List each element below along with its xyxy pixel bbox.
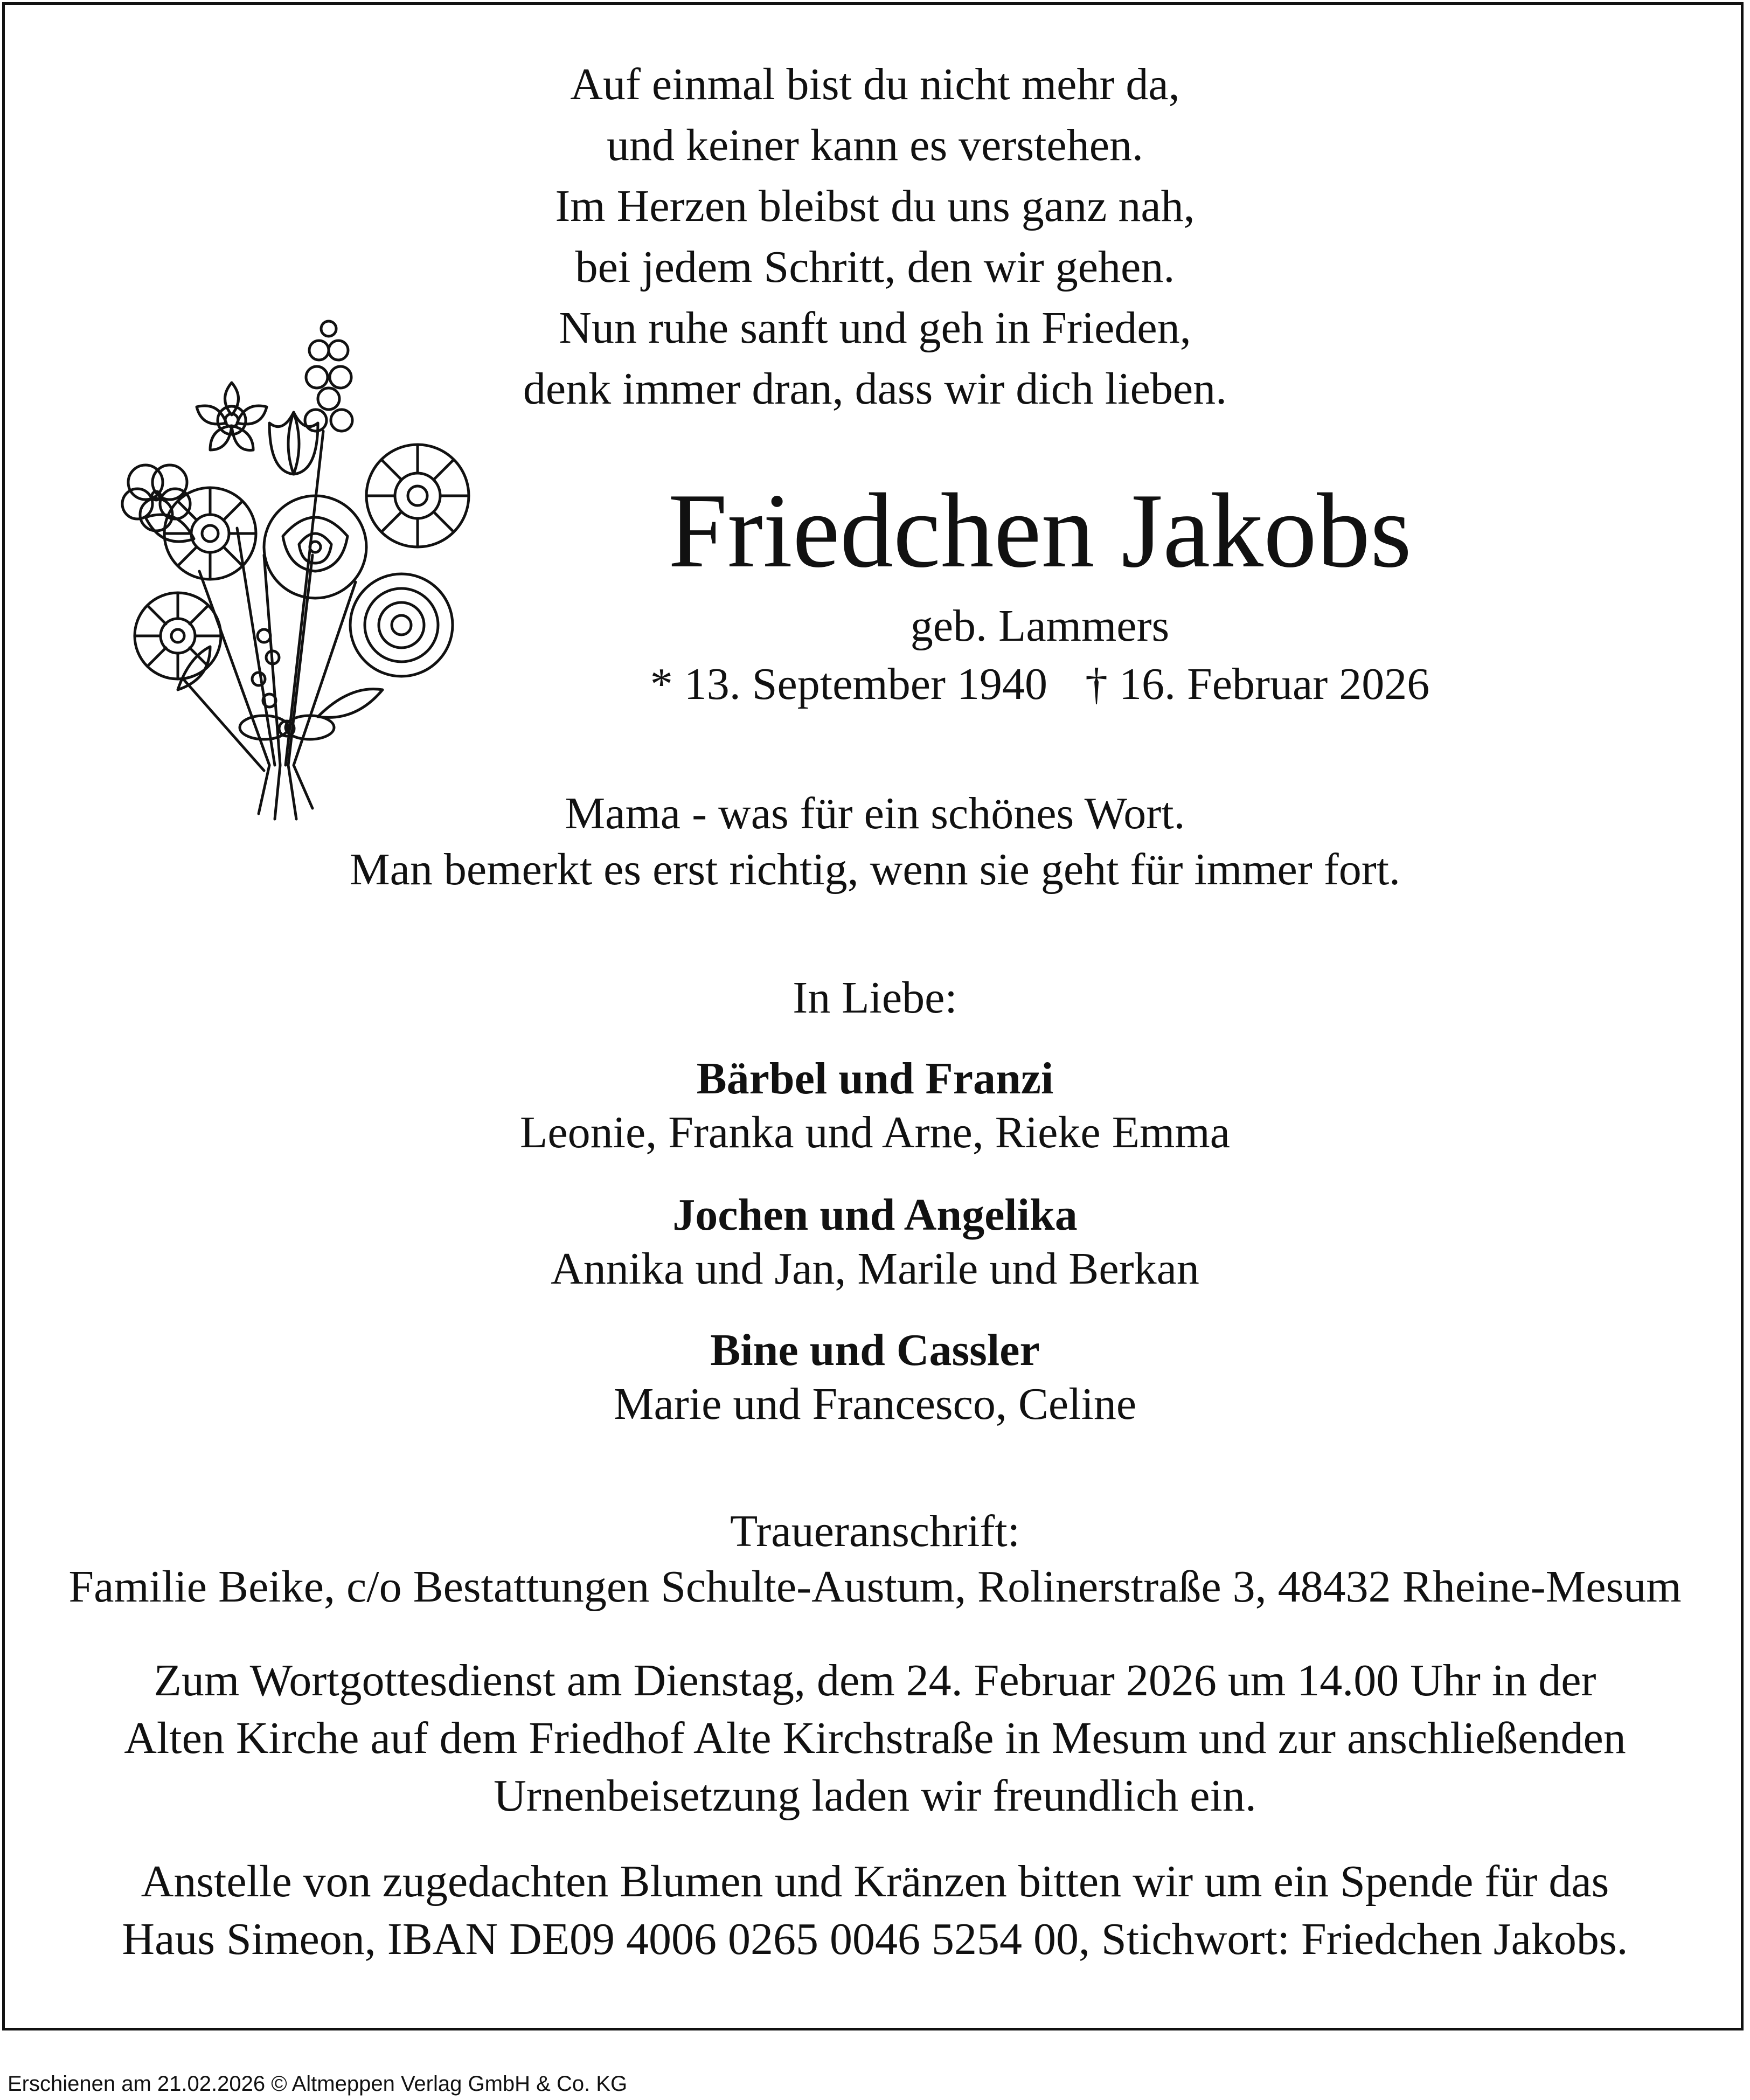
family-members: Annika und Jan, Marile und Berkan [551, 1244, 1199, 1294]
donation-request [0, 1853, 1750, 1968]
maiden-name: geb. Lammers [910, 601, 1170, 651]
birth-date: * 13. September 1940 [650, 659, 1047, 709]
donation-line: Anstelle von zugedachten Blumen und Kränzen bitten wir um ein Spende für das [141, 1856, 1609, 1907]
poem-line: Auf einmal bist du nicht mehr da, [570, 59, 1180, 109]
service-invitation [0, 1652, 1750, 1825]
publication-footer: Erschienen am 21.02.2026 © Altmeppen Verlag GmbH & Co. KG [8, 2072, 628, 2096]
poem-line: Im Herzen bleibst du uns ganz nah, [555, 181, 1195, 231]
invitation-line: Zum Wortgottesdienst am Dienstag, dem 24. Februar 2026 um 14.00 Uhr in der [154, 1655, 1596, 1706]
family-group [0, 1188, 1750, 1296]
deceased-name: Friedchen Jakobs [668, 472, 1412, 590]
family-members: Marie und Francesco, Celine [613, 1379, 1137, 1429]
family-heads: Bine und Cassler [710, 1325, 1040, 1375]
poem-line: und keiner kann es verstehen. [607, 120, 1143, 170]
family-group [0, 1323, 1750, 1431]
poem-line: Nun ruhe sanft und geh in Frieden, [559, 303, 1191, 353]
mourning-address: Familie Beike, c/o Bestattungen Schulte-Austum, Rolinerstraße 3, 48432 Rheine-Mesum [68, 1562, 1682, 1612]
quote-line: Man bemerkt es erst richtig, wenn sie geht für immer fort. [349, 844, 1401, 895]
mourning-address-label: Traueranschrift: [730, 1506, 1020, 1556]
family-group [0, 1052, 1750, 1160]
invitation-line: Alten Kirche auf dem Friedhof Alte Kirchstraße in Mesum und zur anschließenden [124, 1713, 1626, 1763]
flower-bouquet-icon [102, 302, 480, 830]
life-dates [560, 657, 1519, 711]
family-heads: Jochen und Angelika [672, 1190, 1078, 1240]
poem-line: bei jedem Schritt, den wir gehen. [575, 242, 1175, 292]
in-love-label: In Liebe: [793, 973, 957, 1023]
poem-line: denk immer dran, dass wir dich lieben. [523, 364, 1227, 414]
mama-quote [0, 786, 1750, 898]
invitation-line: Urnenbeisetzung laden wir freundlich ein. [494, 1771, 1256, 1821]
quote-line: Mama - was für ein schönes Wort. [565, 788, 1185, 838]
family-members: Leonie, Franka und Arne, Rieke Emma [520, 1107, 1230, 1158]
family-heads: Bärbel und Franzi [696, 1054, 1054, 1104]
donation-line: Haus Simeon, IBAN DE09 4006 0265 0046 5254 00, Stichwort: Friedchen Jakobs. [122, 1914, 1628, 1964]
death-date: † 16. Februar 2026 [1085, 659, 1430, 709]
